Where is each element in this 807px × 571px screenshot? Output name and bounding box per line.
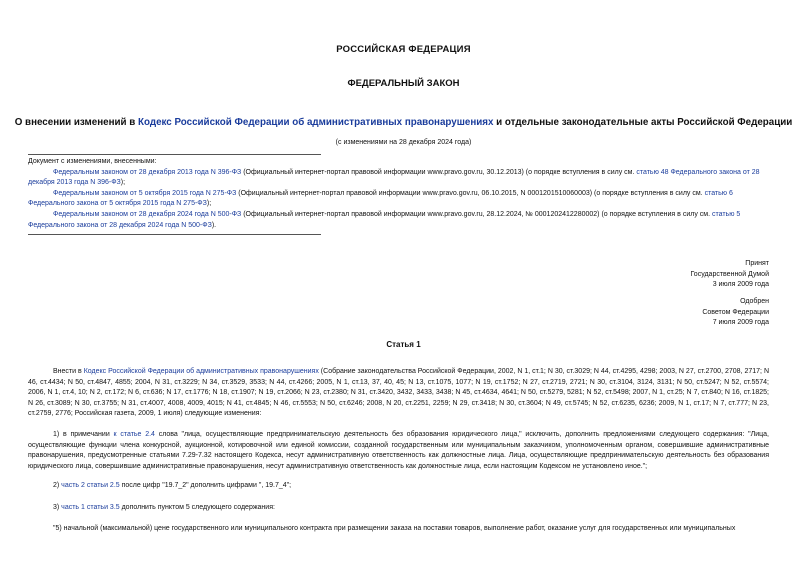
approved-date: 7 июля 2009 года <box>712 319 769 326</box>
editions-top-divider <box>28 154 321 155</box>
edition-item <box>28 168 780 189</box>
article-3-5-link[interactable]: часть 1 статьи 3.5 <box>61 504 120 511</box>
document-type-heading: ФЕДЕРАЛЬНЫЙ ЗАКОН <box>347 78 460 89</box>
article-item-1 <box>28 430 769 472</box>
edition-text: (Официальный интернет-портал правовой информации www.pravo.gov.ru, 06.10.2015, N 0001201510060003) (о порядке вступления в силу см. <box>236 189 705 197</box>
law-title-suffix: и отдельные законодательные акты Российской Федерации <box>493 117 793 128</box>
intro-code-link[interactable]: Кодекс Российской Федерации об административных правонарушениях <box>83 368 319 375</box>
edition-law-link[interactable]: Федеральным законом от 28 декабря 2013 года N 396-ФЗ <box>53 168 242 176</box>
accepted-date: 3 июля 2009 года <box>712 281 769 288</box>
country-heading: РОССИЙСКАЯ ФЕДЕРАЦИЯ <box>336 44 471 55</box>
edition-end: ); <box>206 200 212 208</box>
intro-text: (Собрание законодательства Российской Федерации, 2002, N 1, ст.1; N 30, ст.3029; N 44, ст.4295, 4298; 2003, N 27, ст.2700, 2708, 2717; N 46, ст.4434; N 50, ст.4847, 4855; 2004, N 31, ст.3229; N 34, ст.3529, 3533; N 44, ст.4266; 2005, N 1, ст.13, 37, 40, 45; N 13, ст.1075, 1077; N 19, ст.1752; N 27, ст.2719, 2721; N 30, ст.3104, 3124, 3131; N 50, ст.5247; N 52, ст.5574; 2006, N 1, ст.4, 10; N 2, ст.172; N 6, ст.636; N 17, ст.1776; N 18, ст.1907; N 19, ст.2066; N 23, ст.2380; N 31, ст.3420, 3432, 3433, 3438; N 45, ст.4634, 4641; N 50, ст.5279, 5281; N 52, ст.5498; 2007, N 1, ст.25; N 7, ст.840; N 16, ст.1825; N 26, ст.3089; N 30, ст.3755; N 31, ст.4007, 4008, 4009, 4015; N 41, ст.4845; N 46, ст.5553; N 50, ст.6246; 2008, N 20, ст.2251, 2259; N 29, ст.3418; N 30, ст.3604; N 49, ст.5745; N 52, ст.6235, 6236; 2009, N 1, ст.17; N 7, ст.777; N 23, ст.2759, 2776; Российская газета, 2009, 1 июля) следующие изменения: <box>28 368 770 417</box>
edition-article-link[interactable]: статью 6 Федерального закона от 5 октября 2015 года N 275-ФЗ <box>28 189 733 208</box>
article-intro-paragraph <box>28 367 769 420</box>
accepted-body: Государственной Думой <box>690 270 769 278</box>
article-item-2 <box>28 481 769 492</box>
changes-note: (с изменениями на 28 декабря 2024 года) <box>335 139 472 146</box>
edition-end: ). <box>211 221 217 229</box>
approved-label: Одобрен <box>740 298 769 305</box>
accepted-by-duma <box>690 259 769 291</box>
edition-text: (Официальный интернет-портал правовой информации www.pravo.gov.ru, 28.12.2024, № 0001202412280002) (о порядке вступления в силу см. <box>241 210 712 218</box>
intro-prefix: Внести в <box>53 368 84 375</box>
editions-bottom-divider <box>28 234 321 235</box>
item-1-prefix: 1) в примечании <box>53 431 114 438</box>
edition-text: (Официальный интернет-портал правовой информации www.pravo.gov.ru, 30.12.2013) (о порядке вступления в силу см. <box>241 168 637 176</box>
editions-block <box>28 157 780 231</box>
editions-label: Документ с изменениями, внесенными: <box>28 158 157 165</box>
approved-body: Советом Федерации <box>702 308 769 316</box>
item-1-text: слова "лица, осуществляющие предпринимательскую деятельность без образования юридического лица," исключить, дополнить предложениями следующего содержания: "Лица, осуществляющие функции члена конкурсной, аукционной, котировочной или единой комиссии, созданной государственным или муниципальным заказчиком, уполномоченным органом, совершившие административные правонарушения, предусмотренные статьями 7.29-7.32 настоящего Кодекса, несут административную ответственность как должностные лица. Лица, осуществляющие предпринимательскую деятельность без образования юридического лица, совершившие административные правонарушения, несут административную ответственность как должностные лица, если настоящим Кодексом не установлено иное."; <box>28 431 769 470</box>
law-title <box>0 117 807 128</box>
edition-article-link[interactable]: статью 5 Федерального закона от 28 декабря 2024 года N 500-ФЗ <box>28 210 741 229</box>
edition-law-link[interactable]: Федеральным законом от 28 декабря 2024 года N 500-ФЗ <box>53 210 242 218</box>
accepted-label: Принят <box>745 260 769 267</box>
article-title: Статья 1 <box>386 340 421 349</box>
code-link[interactable]: Кодекс Российской Федерации об административных правонарушениях <box>138 117 494 128</box>
edition-article-link[interactable]: статью 48 Федерального закона от 28 декабря 2013 года N 396-ФЗ <box>28 168 760 187</box>
item-3-prefix: 3) <box>53 504 62 511</box>
item-3-text: дополнить пунктом 5 следующего содержания: <box>119 504 275 511</box>
article-2-5-link[interactable]: часть 2 статьи 2.5 <box>61 482 120 489</box>
article-item-3-quote: "5) начальной (максимальной) цене государственного или муниципального контракта при размещении заказа на поставки товаров, выполнение работ, оказание услуг для государственных или муниципальных <box>53 525 736 532</box>
edition-law-link[interactable]: Федеральным законом от 5 октября 2015 года N 275-ФЗ <box>53 189 237 197</box>
article-item-3 <box>28 503 769 514</box>
law-title-prefix: О внесении изменений в <box>14 117 139 128</box>
approved-by-council <box>702 297 769 329</box>
edition-end: ); <box>120 179 126 187</box>
item-2-text: после цифр "19.7_2" дополнить цифрами ", 19.7_4"; <box>119 482 292 489</box>
edition-item <box>28 189 780 210</box>
item-2-prefix: 2) <box>53 482 62 489</box>
article-2-4-link[interactable]: к статье 2.4 <box>113 431 155 438</box>
edition-item <box>28 210 780 231</box>
